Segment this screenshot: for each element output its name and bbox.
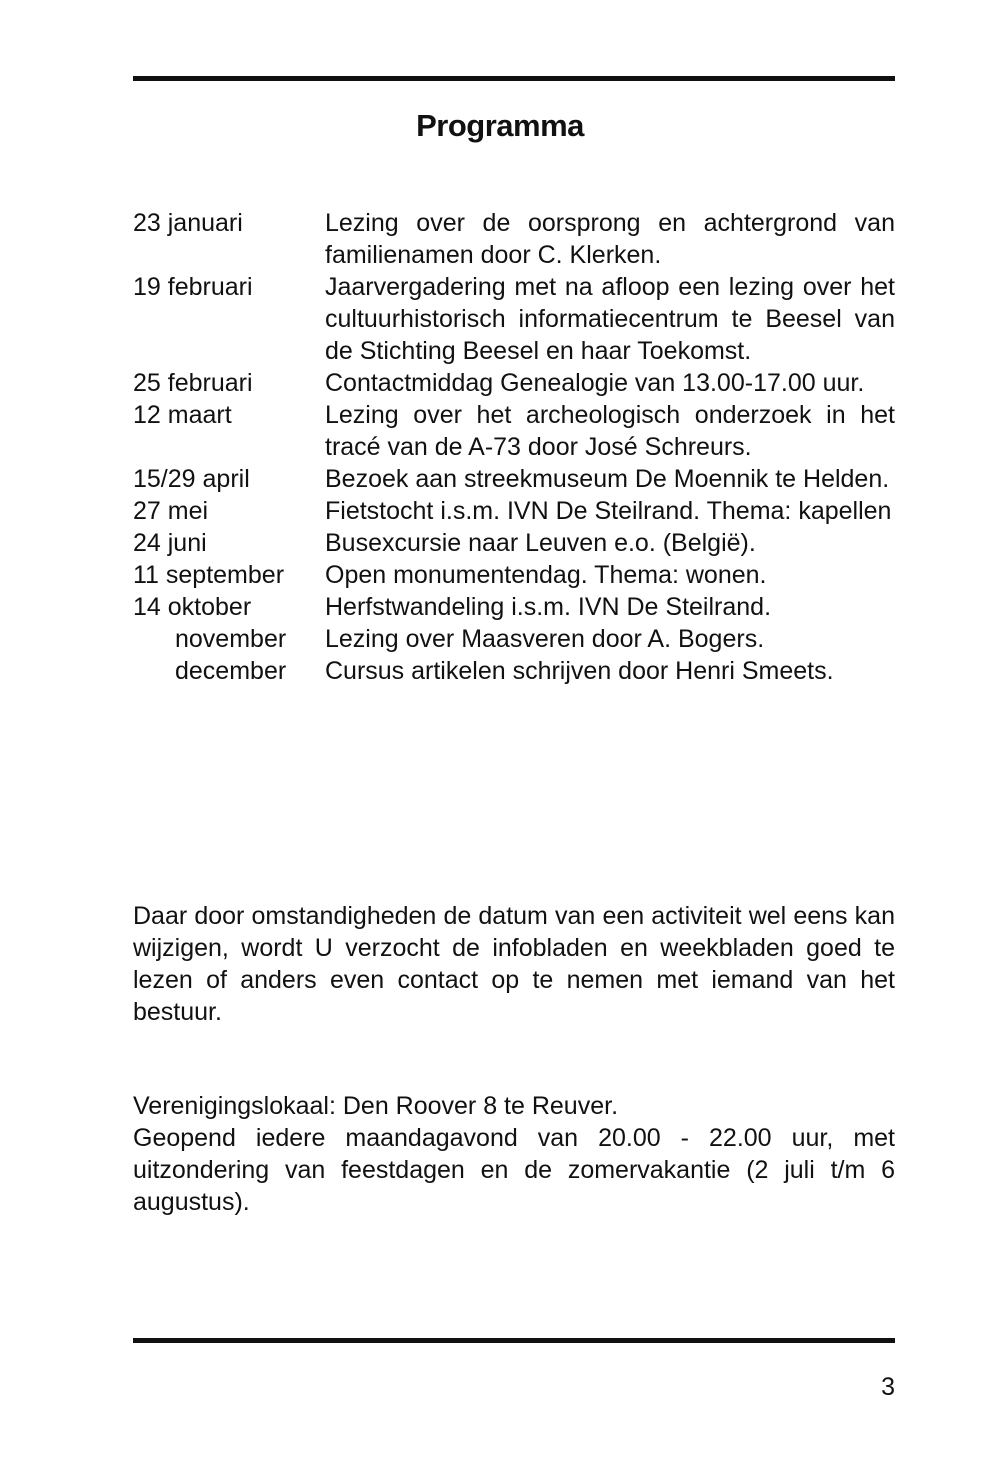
top-rule [133,76,895,81]
program-date: november [175,625,287,653]
program-description: Cursus artikelen schrijven door Henri Smeets. [325,657,834,685]
program-description: Fietstocht i.s.m. IVN De Steilrand. Thema: kapellen [325,497,892,525]
program-date: 24 juni [133,529,207,557]
program-date: 19 februari [133,273,253,301]
program-item [133,591,895,623]
program-item [133,399,895,463]
program-description: Open monumentendag. Thema: wonen. [325,561,767,589]
program-date: 27 mei [133,497,209,525]
program-description: Jaarvergadering met na afloop een lezing over het cultuurhistorisch informatiecentrum te Beesel van de Stichting Beesel en haar Toekomst. [325,273,895,365]
program-description: Herfstwandeling i.s.m. IVN De Steilrand. [325,593,772,621]
program-item [133,463,895,495]
page-number: 3 [881,1373,895,1401]
program-item [133,527,895,559]
program-item [133,367,895,399]
venue-address: Verenigingslokaal: Den Roover 8 te Reuver. [133,1092,619,1120]
program-item [133,495,895,527]
program-date: 15/29 april [133,465,250,493]
program-description: Contactmiddag Genealogie van 13.00-17.00 uur. [325,369,865,397]
program-item [133,559,895,591]
program-description: Lezing over Maasveren door A. Bogers. [325,625,765,653]
program-description: Lezing over het archeologisch onderzoek in het tracé van de A-73 door José Schreurs. [325,401,895,461]
program-date: 14 oktober [133,593,252,621]
venue-opening-hours: Geopend iedere maandagavond van 20.00 - 22.00 uur, met uitzondering van feestdagen en de zomervakantie (2 juli t/m 6 augustus). [133,1124,895,1216]
venue-info [133,1090,895,1218]
page-title: Programma [416,108,584,143]
program-item [133,207,895,271]
program-date: 25 februari [133,369,253,397]
program-date: december [175,657,287,685]
program-item [133,623,895,655]
notice-paragraph: Daar door omstandigheden de datum van een activiteit wel eens kan wijzigen, wordt U verzocht de infobladen en weekbladen goed te lezen of anders even contact op te nemen met iemand van het bestuur. [133,902,895,1026]
program-description: Busexcursie naar Leuven e.o. (België). [325,529,756,557]
program-date: 11 september [133,561,285,589]
program-description: Lezing over de oorsprong en achtergrond van familienamen door C. Klerken. [325,209,895,269]
program-item [133,655,895,687]
program-description: Bezoek aan streekmuseum De Moennik te Helden. [325,465,890,493]
program-item [133,271,895,367]
program-list [133,207,895,687]
program-date: 23 januari [133,209,243,237]
program-date: 12 maart [133,401,232,429]
bottom-rule [133,1338,895,1343]
